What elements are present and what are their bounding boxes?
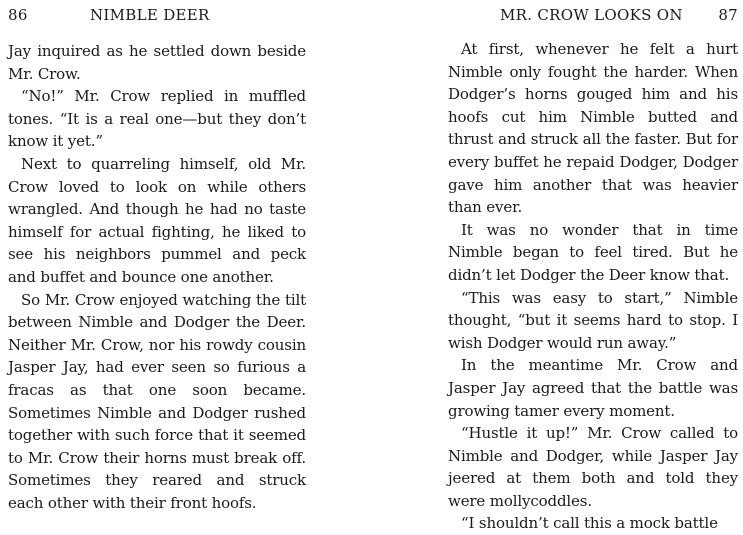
paragraph: “No!” Mr. Crow replied in muffled tones. “It is a real one—but they don’t know it yet.” bbox=[8, 87, 306, 151]
running-title: NIMBLE DEER bbox=[90, 6, 210, 24]
paragraph: “Hustle it up!” Mr. Crow called to Nimble and Dodger, while Jasper Jay jeered at them both and told they were mollycoddles. bbox=[448, 424, 738, 510]
paragraph: Jay inquired as he settled down beside Mr. Crow. bbox=[8, 42, 306, 83]
left-page-text bbox=[8, 40, 306, 514]
paragraph: At first, whenever he felt a hurt Nimble only fought the harder. When Dodger’s horns gouged him and his hoofs cut him Nimble butted and thrust and struck all the faster. But for every buffet he repaid Dodger, Dodger gave him another that was heavier than ever. bbox=[448, 40, 738, 217]
paragraph: It was no wonder that in time Nimble began to feel tired. But he didn’t let Dodger the Deer know that. bbox=[448, 220, 738, 284]
running-title: MR. CROW LOOKS ON bbox=[500, 6, 683, 24]
right-page bbox=[448, 0, 738, 533]
paragraph: Next to quarreling himself, old Mr. Crow loved to look on while others wrangled. And though he had no taste himself for actual fighting, he liked to see his neighbors pummel and peck and buffet and bounce one another. bbox=[8, 154, 306, 286]
paragraph: “I shouldn’t call this a mock battle bbox=[461, 514, 718, 533]
left-running-head bbox=[8, 0, 306, 30]
paragraph: In the meantime Mr. Crow and Jasper Jay agreed that the battle was growing tamer every moment. bbox=[448, 356, 738, 420]
right-page-text bbox=[448, 38, 738, 535]
paragraph: So Mr. Crow enjoyed watching the tilt between Nimble and Dodger the Deer. Neither Mr. Crow, nor his rowdy cousin Jasper Jay, had ever seen so furious a fracas as that one soon became. Sometimes Nimble and Dodger rushed together with such force that it seemed to Mr. Crow their horns must break off. Sometimes they reared and struck each other with their front hoofs. bbox=[8, 290, 306, 512]
paragraph: “This was easy to start,” Nimble thought, “but it seems hard to stop. I wish Dodger would run away.” bbox=[448, 288, 738, 352]
page-number: 86 bbox=[8, 6, 28, 24]
right-running-head bbox=[448, 0, 738, 30]
page-number: 87 bbox=[718, 6, 738, 24]
left-page bbox=[8, 0, 306, 512]
